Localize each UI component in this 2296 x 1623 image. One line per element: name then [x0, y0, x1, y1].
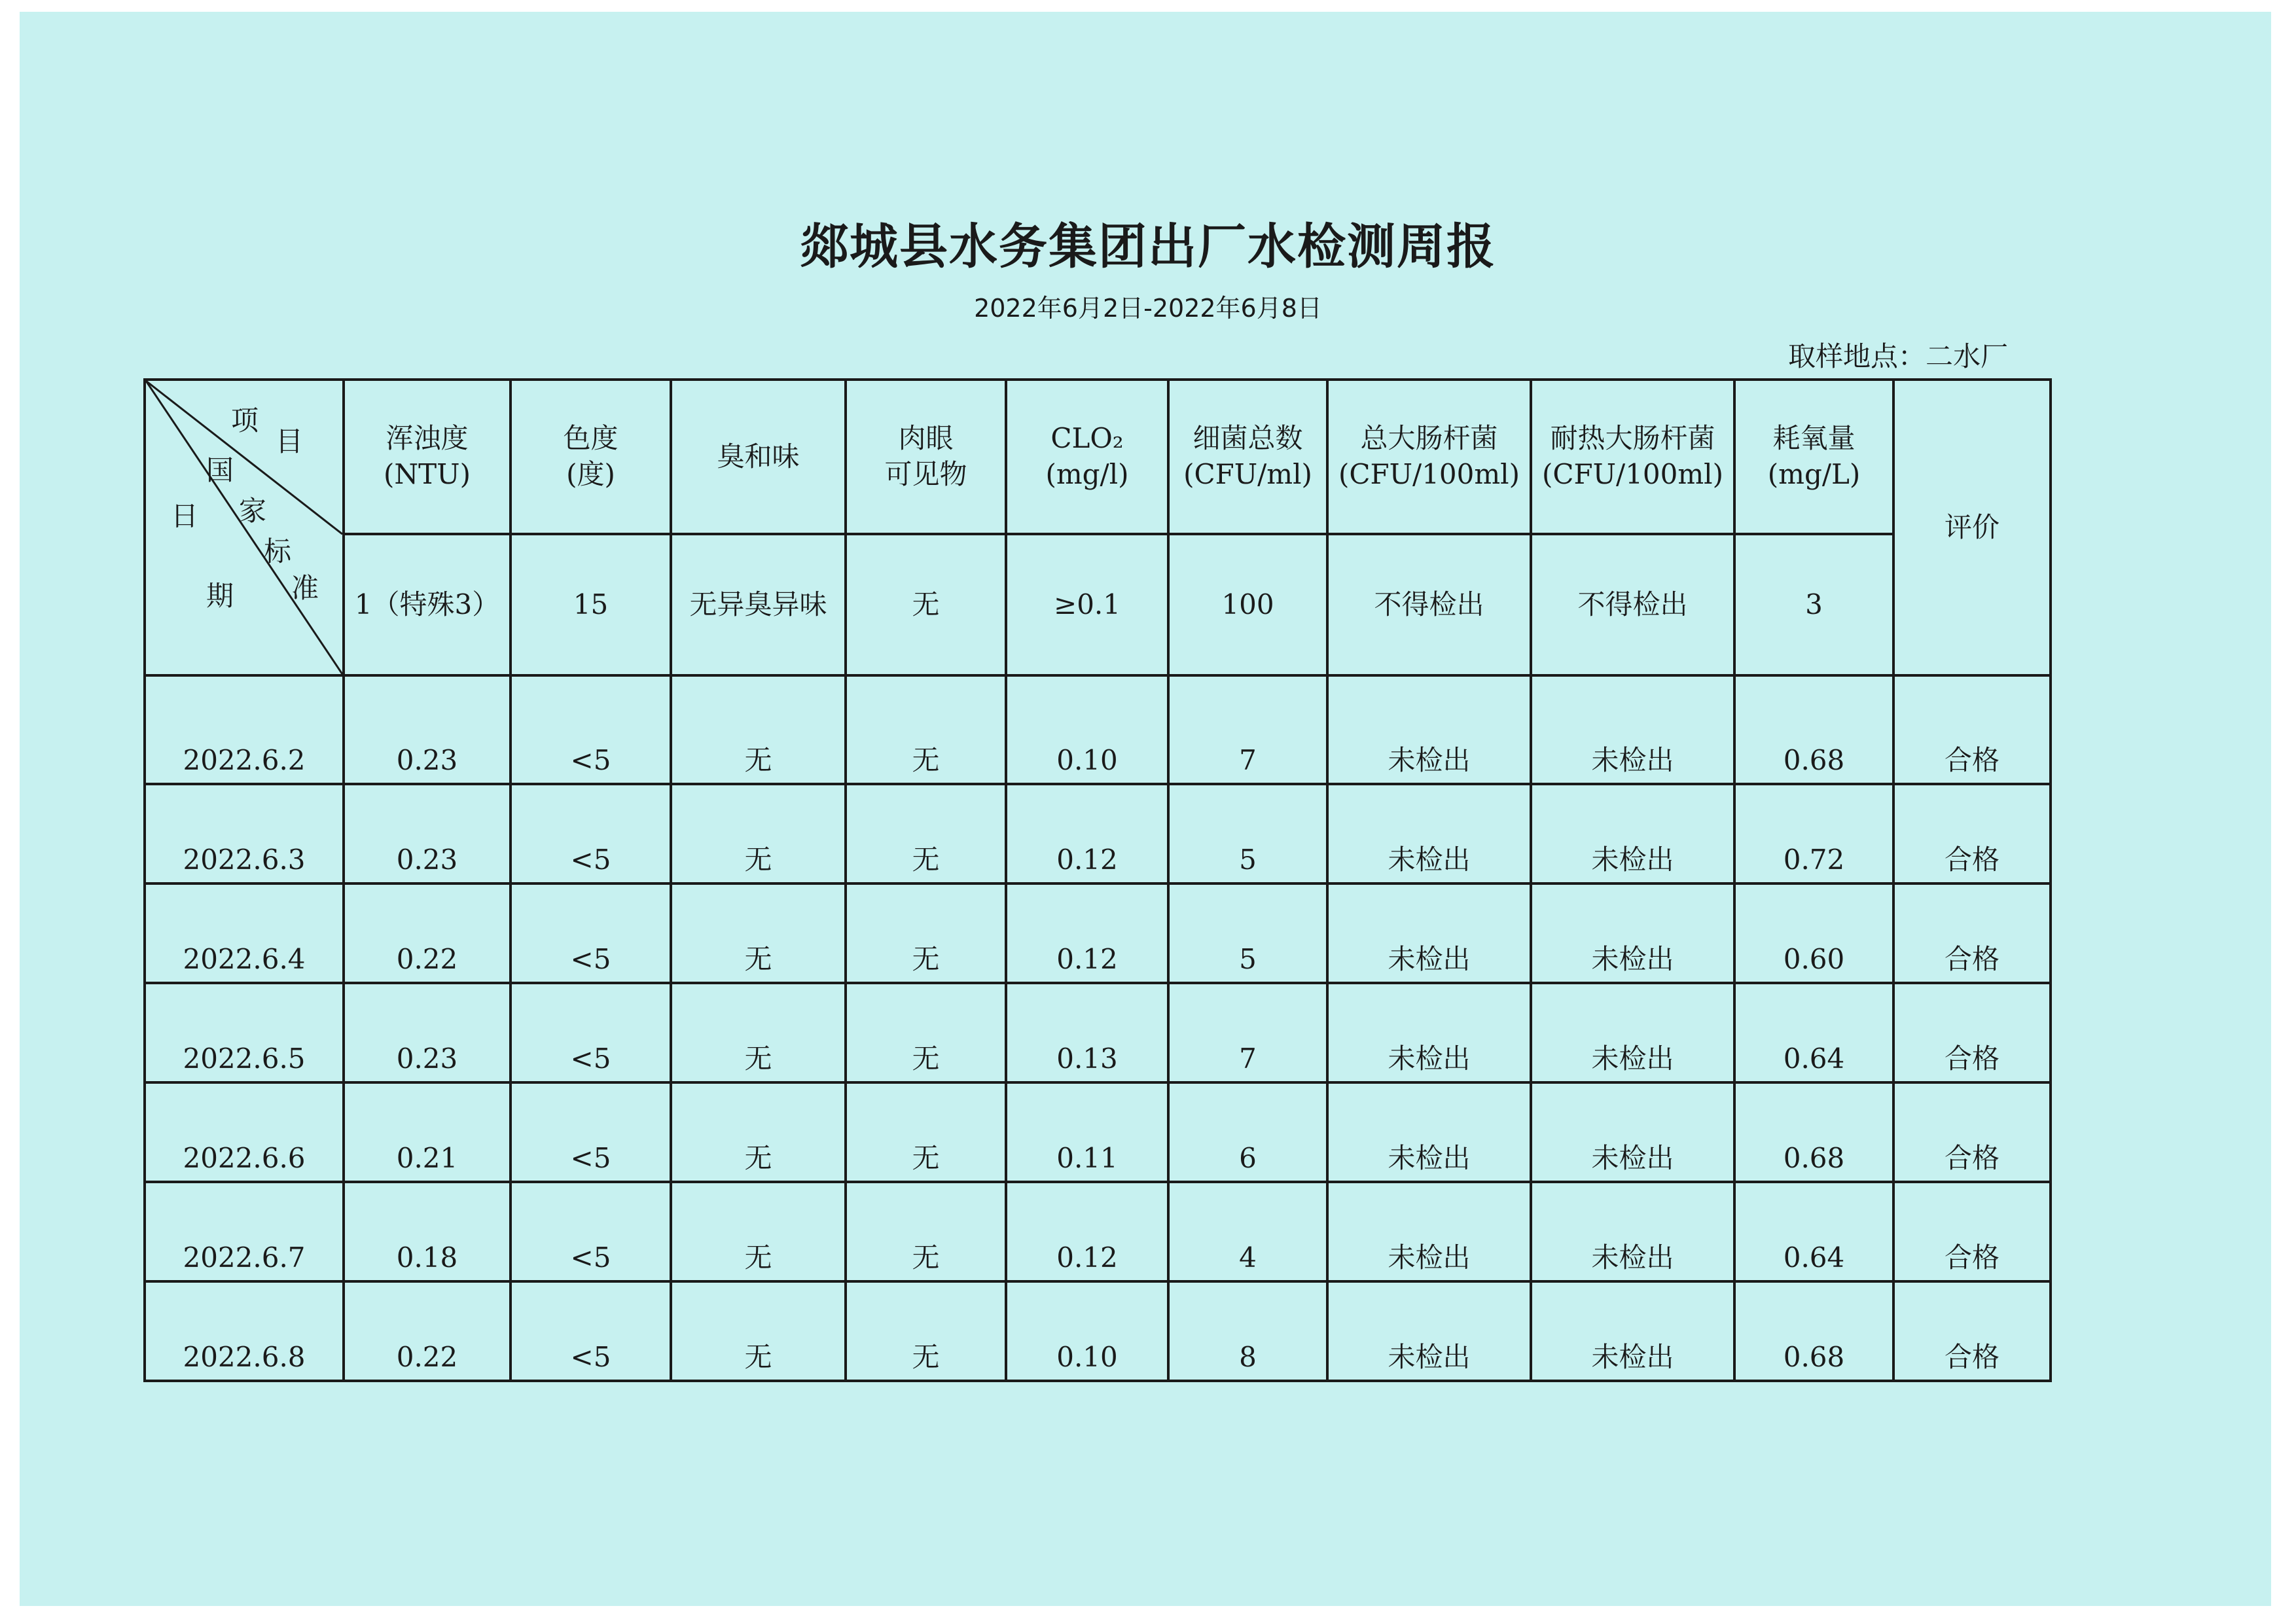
row-value: 6: [1168, 1082, 1327, 1182]
row-value: <5: [511, 1281, 671, 1381]
col-header-clo2: [1006, 380, 1168, 534]
row-value: 未检出: [1531, 1281, 1734, 1381]
row-value: 0.18: [344, 1182, 511, 1281]
row-value: 未检出: [1531, 883, 1734, 983]
table-row: [145, 1082, 2051, 1182]
row-value: 0.12: [1006, 784, 1168, 883]
standard-value: 15: [511, 534, 671, 675]
row-date: 2022.6.2: [145, 675, 344, 784]
report-title: 郯城县水务集团出厂水检测周报: [800, 219, 1496, 275]
col-name: 臭和味: [717, 440, 800, 473]
row-value: 0.11: [1006, 1082, 1168, 1182]
col-name: 耐热大肠杆菌: [1550, 422, 1715, 455]
col-header-turbidity: [344, 380, 511, 534]
sampling-location: 取样地点：二水厂: [1787, 340, 2008, 372]
row-value: 0.23: [344, 983, 511, 1082]
row-value: <5: [511, 883, 671, 983]
col-name: 肉眼: [898, 422, 954, 455]
row-value: 0.60: [1734, 883, 1893, 983]
row-value: 未检出: [1327, 1182, 1531, 1281]
date-range: 2022年6月2日-2022年6月8日: [974, 294, 1322, 323]
row-value: <5: [511, 1182, 671, 1281]
header-row: [145, 380, 2051, 534]
row-value: 未检出: [1531, 675, 1734, 784]
row-eval: 合格: [1893, 675, 2051, 784]
col-unit: (NTU): [384, 458, 471, 490]
row-value: 无: [846, 1182, 1006, 1281]
table-row: [145, 883, 2051, 983]
col-name: 耗氧量: [1772, 422, 1856, 455]
table-row: [145, 675, 2051, 784]
col-header-color: [511, 380, 671, 534]
col-unit: (mg/l): [1045, 458, 1129, 490]
row-value: 未检出: [1531, 1182, 1734, 1281]
col-unit: (CFU/ml): [1183, 458, 1312, 490]
row-value: 0.12: [1006, 1182, 1168, 1281]
row-date: 2022.6.4: [145, 883, 344, 983]
row-value: 0.72: [1734, 784, 1893, 883]
corner-date-char-1: 日: [171, 500, 199, 532]
row-value: 0.64: [1734, 1182, 1893, 1281]
row-value: 未检出: [1327, 1082, 1531, 1182]
col-header-coliform: [1327, 380, 1531, 534]
row-value: 5: [1168, 883, 1327, 983]
row-value: 0.68: [1734, 1281, 1893, 1381]
standard-value: ≥0.1: [1006, 534, 1168, 675]
row-value: 未检出: [1531, 983, 1734, 1082]
row-date: 2022.6.8: [145, 1281, 344, 1381]
row-value: 7: [1168, 675, 1327, 784]
row-value: 无: [846, 1082, 1006, 1182]
row-date: 2022.6.7: [145, 1182, 344, 1281]
corner-std-char-1: 国: [206, 454, 234, 486]
table-row: [145, 1182, 2051, 1281]
table-row: [145, 983, 2051, 1082]
row-value: 0.21: [344, 1082, 511, 1182]
col-header-thermo-coliform: [1531, 380, 1734, 534]
row-value: 无: [671, 675, 846, 784]
row-date: 2022.6.3: [145, 784, 344, 883]
row-value: <5: [511, 784, 671, 883]
corner-std-char-3: 标: [264, 535, 292, 567]
row-value: 未检出: [1327, 784, 1531, 883]
row-value: 0.10: [1006, 675, 1168, 784]
col-header-visible: [846, 380, 1006, 534]
corner-date-char-2: 期: [206, 580, 234, 612]
row-value: 未检出: [1531, 784, 1734, 883]
row-value: 未检出: [1327, 883, 1531, 983]
col-header-oxygen: [1734, 380, 1893, 534]
row-eval: 合格: [1893, 1182, 2051, 1281]
row-date: 2022.6.5: [145, 983, 344, 1082]
row-value: 无: [671, 784, 846, 883]
col-name: 细菌总数: [1193, 422, 1303, 455]
row-value: 7: [1168, 983, 1327, 1082]
row-value: 0.64: [1734, 983, 1893, 1082]
row-value: 无: [846, 675, 1006, 784]
standard-value: 1（特殊3）: [344, 534, 511, 675]
row-value: 无: [671, 1281, 846, 1381]
standard-value: 不得检出: [1327, 534, 1531, 675]
row-value: 无: [846, 883, 1006, 983]
water-quality-table: [143, 378, 2052, 1382]
col-header-eval: 评价: [1893, 380, 2051, 675]
row-value: 5: [1168, 784, 1327, 883]
col-header-bacteria: [1168, 380, 1327, 534]
row-value: <5: [511, 1082, 671, 1182]
row-value: 8: [1168, 1281, 1327, 1381]
col-unit: (mg/L): [1767, 458, 1861, 490]
corner-item-char-2: 目: [276, 425, 304, 457]
col-unit: (CFU/100ml): [1338, 458, 1520, 490]
row-value: 0.12: [1006, 883, 1168, 983]
row-value: 0.23: [344, 675, 511, 784]
col-header-odor: [671, 380, 846, 534]
row-eval: 合格: [1893, 1281, 2051, 1381]
row-value: 0.22: [344, 883, 511, 983]
row-value: 未检出: [1327, 675, 1531, 784]
row-value: <5: [511, 983, 671, 1082]
col-name: CLO₂: [1050, 422, 1124, 455]
col-name: 色度: [563, 422, 619, 455]
standard-value: 不得检出: [1531, 534, 1734, 675]
row-value: 无: [671, 1182, 846, 1281]
col-unit: (CFU/100ml): [1541, 458, 1724, 490]
row-value: 4: [1168, 1182, 1327, 1281]
row-value: 0.10: [1006, 1281, 1168, 1381]
row-date: 2022.6.6: [145, 1082, 344, 1182]
row-value: <5: [511, 675, 671, 784]
row-value: 0.22: [344, 1281, 511, 1381]
row-value: 无: [846, 1281, 1006, 1381]
row-value: 0.13: [1006, 983, 1168, 1082]
row-value: 无: [846, 983, 1006, 1082]
corner-item-char-1: 项: [231, 404, 259, 437]
col-name: 浑浊度: [386, 422, 469, 455]
row-value: 未检出: [1531, 1082, 1734, 1182]
col-name: 总大肠杆菌: [1360, 422, 1498, 455]
row-eval: 合格: [1893, 1082, 2051, 1182]
corner-std-char-4: 准: [291, 572, 319, 604]
corner-std-char-2: 家: [239, 495, 267, 527]
standard-value: 3: [1734, 534, 1893, 675]
standard-value: 无: [846, 534, 1006, 675]
standard-row: [145, 534, 2051, 675]
col-unit: (度): [566, 458, 615, 490]
table-body: [145, 675, 2051, 1381]
corner-cell: [145, 380, 344, 675]
table-row: [145, 784, 2051, 883]
row-value: 0.68: [1734, 675, 1893, 784]
row-value: 无: [846, 784, 1006, 883]
row-eval: 合格: [1893, 983, 2051, 1082]
standard-value: 100: [1168, 534, 1327, 675]
row-value: 0.23: [344, 784, 511, 883]
row-eval: 合格: [1893, 883, 2051, 983]
row-value: 无: [671, 883, 846, 983]
row-value: 无: [671, 983, 846, 1082]
row-value: 0.68: [1734, 1082, 1893, 1182]
col-unit: 可见物: [884, 458, 967, 490]
row-eval: 合格: [1893, 784, 2051, 883]
row-value: 无: [671, 1082, 846, 1182]
row-value: 未检出: [1327, 983, 1531, 1082]
table-row: [145, 1281, 2051, 1381]
row-value: 未检出: [1327, 1281, 1531, 1381]
standard-value: 无异臭异味: [671, 534, 846, 675]
